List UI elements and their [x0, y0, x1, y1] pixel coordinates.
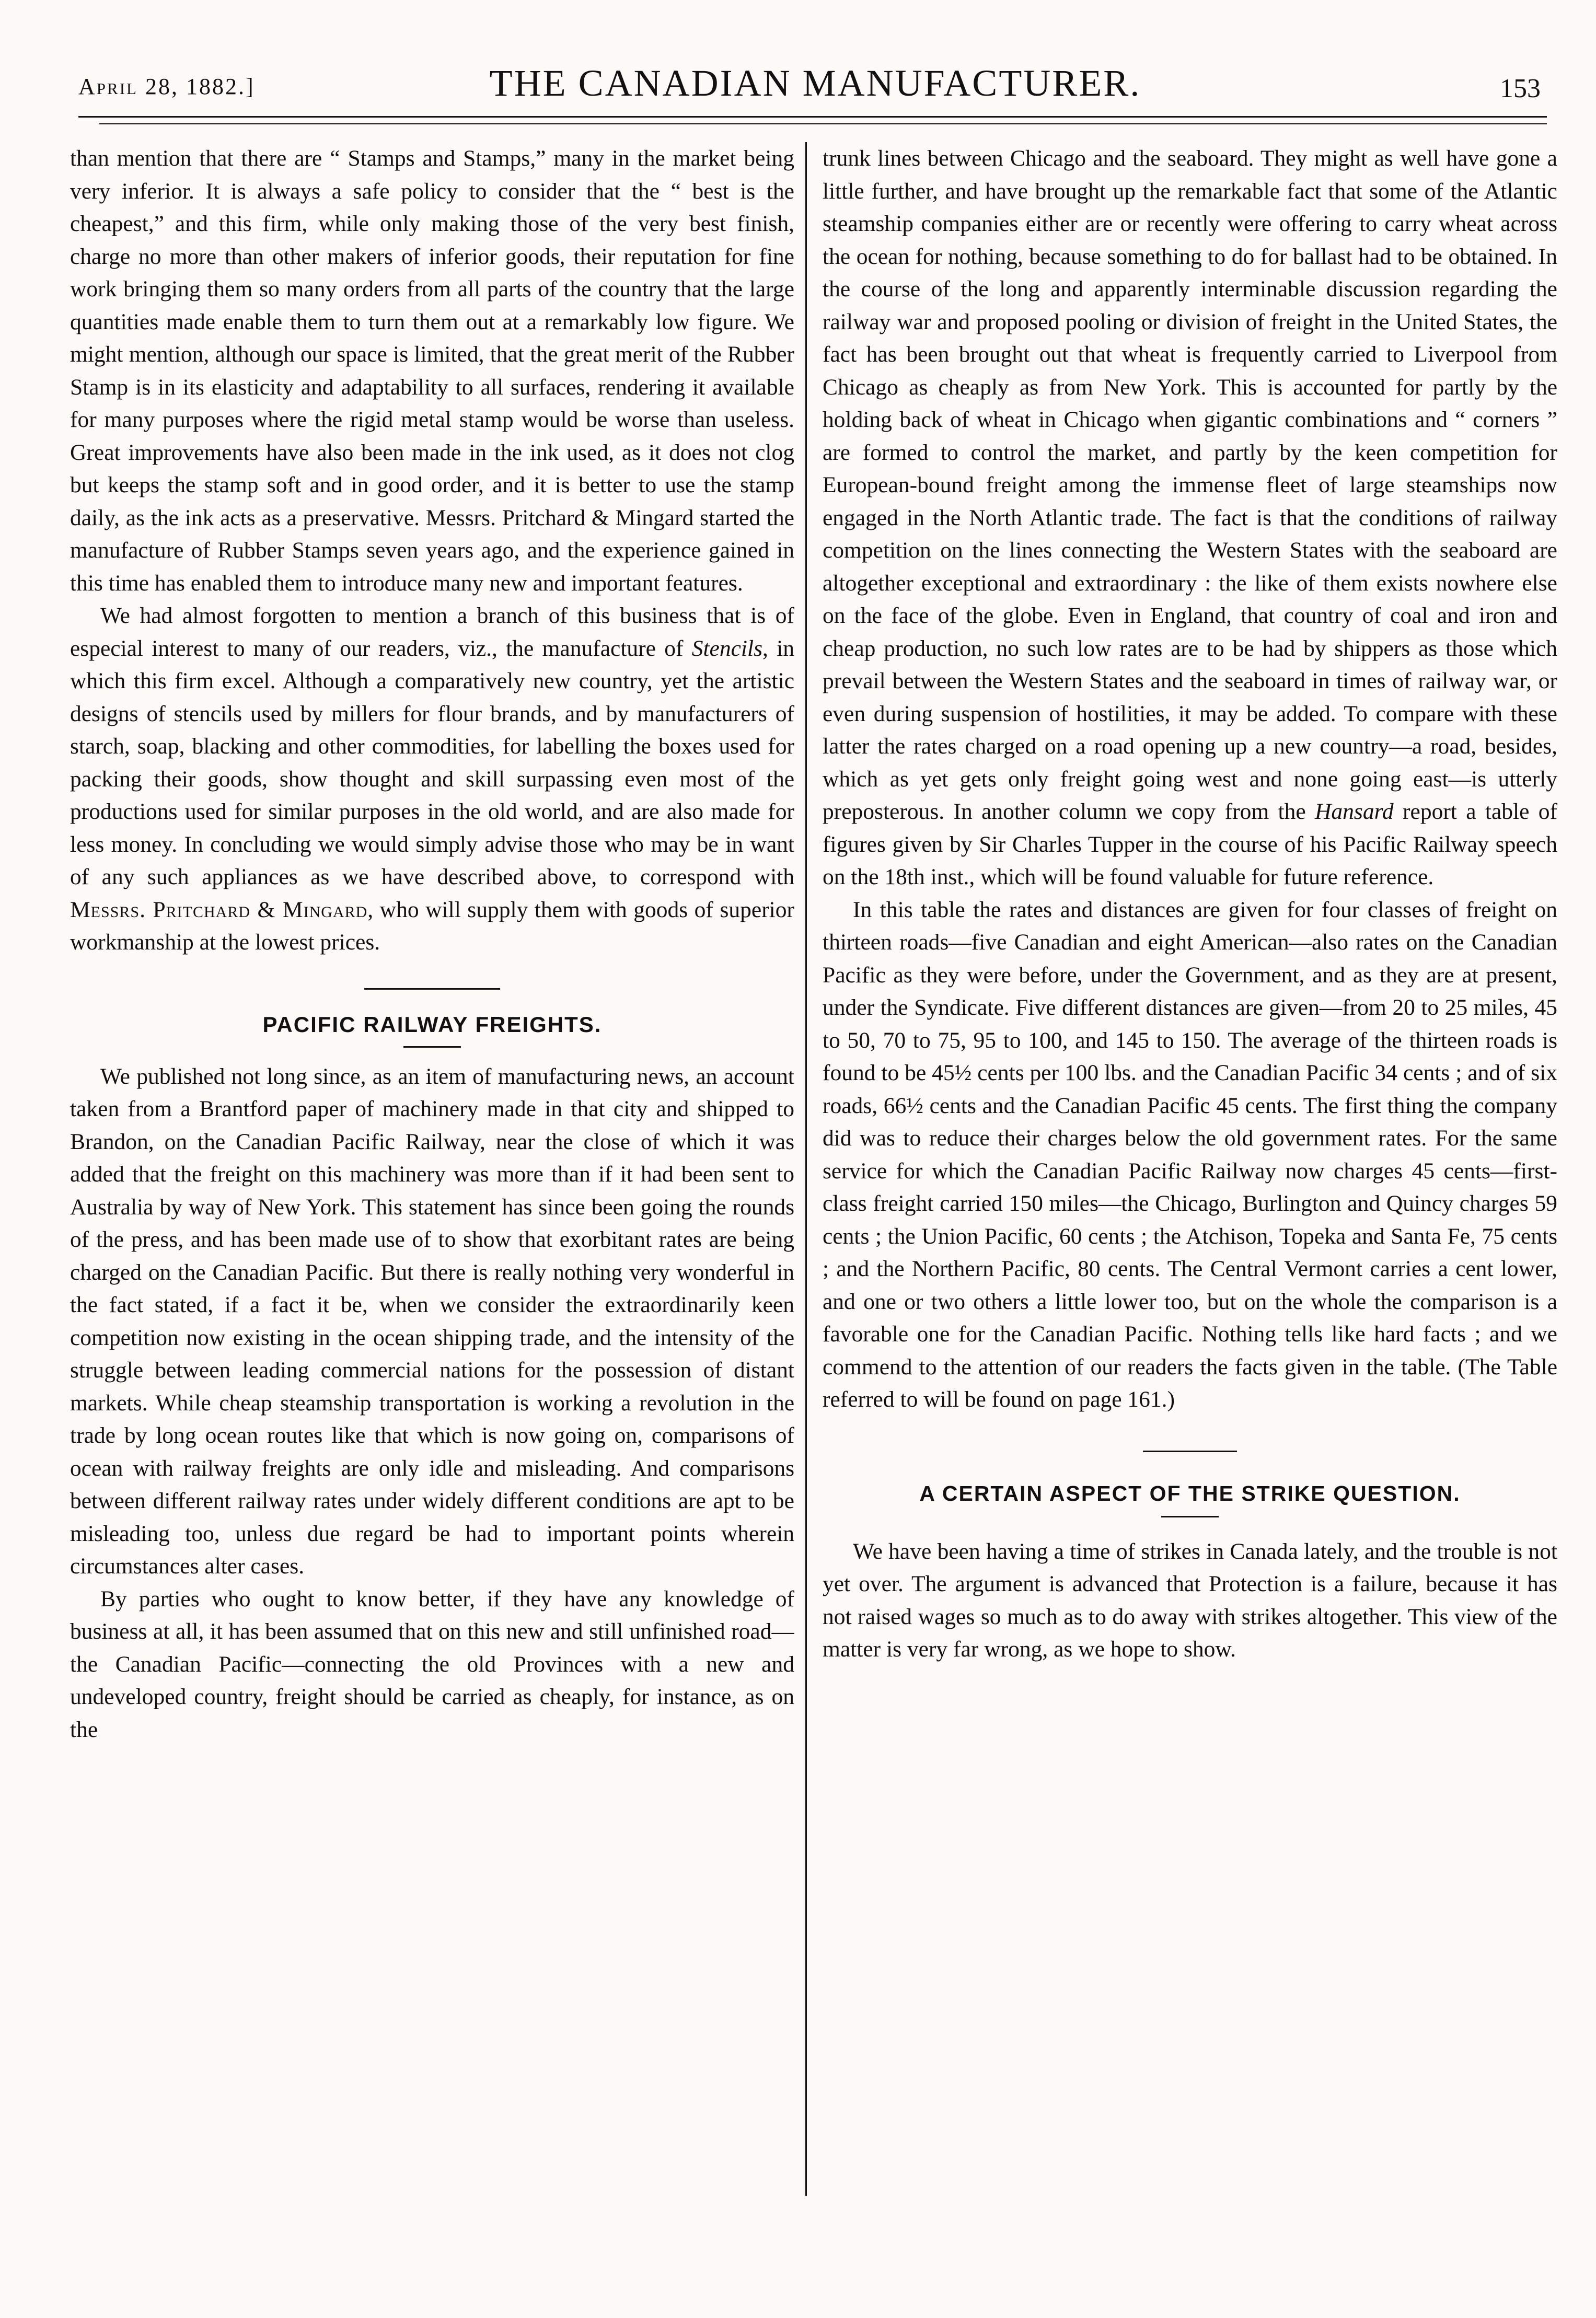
- right-column: [823, 142, 1557, 2232]
- header-rule-thin: [99, 123, 1547, 124]
- freights-paragraph: We published not long since, as an item of manufacturing news, an account taken from a Brantford paper of machinery made in that city and shipped to Brandon, on the Canadian Pacific Railway, near the close of which it was added that the freight on this machinery was more than if it had been sent to Australia by way of New York. This statement has since been going the rounds of the press, and has been made use of to show that exorbitant rates are being charged on the Canadian Pacific. But there is really nothing very wonderful in the fact stated, if a fact it be, when we consider the extraordinarily keen competition now existing in the ocean shipping trade, and the intensity of the struggle between leading commercial nations for the possession of distant markets. While cheap steamship transportation is working a revolution in the trade by long ocean routes like that which is now going on, comparisons of ocean with railway freights are only idle and misleading. And comparisons between different railway rates under widely different conditions are apt to be misleading too, unless due regard be had to important points wherein circumstances alter cases.: [70, 1063, 794, 1579]
- firm-name: Messrs. Pritchard & Mingard: [70, 897, 368, 922]
- header-rule-thick: [78, 116, 1547, 118]
- issue-date: April 28, 1882.]: [78, 74, 255, 99]
- rates-table-paragraph: In this table the rates and distances are given for four classes of freight on thirteen roads—five Canadian and eight American—also rates on the Canadian Pacific as they were before, under the Government, and as they are at present, under the Syndicate. Five different distances are given—from 20 to 25 miles, 45 to 50, 70 to 75, 95 to 100, and 145 to 150. The average of the thirteen roads is found to be 45½ cents per 100 lbs. and the Canadian Pacific 34 cents ; and of six roads, 66½ cents and the Canadian Pacific 45 cents. The first thing the company did was to reduce their charges below the old government rates. For the same service for which the Canadian Pacific Railway now charges 45 cents—first-class freight carried 150 miles—the Chicago, Burlington and Quincy charges 59 cents ; the Union Pacific, 60 cents ; the Atchison, Topeka and Santa Fe, 75 cents ; and the Northern Pacific, 80 cents. The Central Vermont carries a cent lower, and one or two others a little lower too, but on the whole the comparison is a favorable one for the Canadian Pacific. Nothing tells like hard facts ; and we commend to the attention of our readers the facts given in the table. (The Table referred to will be found on page 161.): [823, 897, 1557, 1412]
- stamps-paragraph: than mention that there are “ Stamps and Stamps,” many in the market being very inferior. It is always a safe policy to consider that the “ best is the cheapest,” and this firm, while only making those of the very best finish, charge no more than other makers of inferior goods, their reputation for fine work bringing them so many orders from all parts of the country that the large quantities made enable them to turn them out at a remarkably low figure. We might mention, although our space is limited, that the great merit of the Rubber Stamp is in its elasticity and adaptability to all surfaces, rendering it available for many purposes where the rigid metal stamp would be worse than useless. Great improvements have also been made in the ink used, as it does not clog but keeps the stamp soft and in good order, and it is better to use the stamp daily, as the ink acts as a preservative. Messrs. Pritchard & Mingard started the manufacture of Rubber Stamps seven years ago, and the experience gained in this time has enabled them to introduce many new and important features.: [70, 146, 794, 596]
- publication-title: THE CANADIAN MANUFACTURER.: [489, 62, 1141, 104]
- stencils-emphasis: Stencils: [691, 635, 763, 661]
- pacific-railway-heading: PACIFIC RAILWAY FREIGHTS.: [262, 1012, 602, 1037]
- trunk-lines-text-b: report a table of figures given by Sir Charles Tupper in the course of his Pacific Railway speech on the 18th inst., which will be found valuable for future reference.: [823, 799, 1557, 889]
- trunk-lines-paragraph: [823, 142, 1557, 894]
- masthead: [78, 62, 1552, 114]
- strikes-paragraph: We have been having a time of strikes in Canada lately, and the trouble is not yet over. The argument is advanced that Protection is a failure, because it has not raised wages so much as to do away with strikes altogether. This view of the matter is very far wrong, as we hope to show.: [823, 1538, 1557, 1662]
- parties-paragraph: By parties who ought to know better, if they have any knowledge of business at all, it has been assumed that on this new and still unfinished road—the Canadian Pacific—connecting the old Provinces with a new and undeveloped country, freight should be carried as cheaply, for instance, as on the: [70, 1586, 794, 1742]
- column-divider: [805, 142, 807, 2196]
- stencils-text-b: , in which this firm excel. Although a comparatively new country, yet the artistic designs of stencils used by millers for flour brands, and by manufacturers of starch, soap, blacking and other commodities, for labelling the boxes used for packing their goods, show thought and skill surpassing even most of the productions used for similar purposes in the old world, and are also made for less money. In concluding we would simply advise those who may be in want of any such appliances as we have described above, to correspond with: [70, 635, 794, 889]
- stencils-text-a: We had almost forgotten to mention a branch of this business that is of especial interest to many of our readers, viz., the manufacture of: [70, 603, 794, 661]
- trunk-lines-text-a: trunk lines between Chicago and the seaboard. They might as well have gone a little further, and have brought up the remarkable fact that some of the Atlantic steamship companies either are or recently were offering to carry wheat across the ocean for nothing, because something to do for ballast had to be obtained. In the course of the long and apparently interminable discussion regarding the railway war and proposed pooling or division of freight in the United States, the fact has been brought out that wheat is frequently carried to Liverpool from Chicago as cheaply as from New York. This is accounted for partly by the holding back of wheat in Chicago when gigantic combinations and “ corners ” are formed to control the market, and partly by the keen competition for European-bound freight among the immense fleet of large steamships now engaged in the North Atlantic trade. The fact is that the conditions of railway competition on the lines connecting the Western States with the seaboard are altogether exceptional and extraordinary : the like of them exists nowhere else on the face of the globe. Even in England, that country of coal and iron and cheap production, no such low rates are to be had by shippers as those which prevail between the Western States and the seaboard in times of railway war, or even during suspension of hostilities, it may be added. To compare with these latter the rates charged on a road opening up a new country—a road, besides, which as yet gets only freight going west and none going east—is utterly preposterous. In another column we copy from the: [823, 146, 1557, 824]
- left-column: [70, 142, 794, 2232]
- stencils-paragraph: [70, 599, 794, 959]
- page-number: 153: [1500, 74, 1541, 103]
- stencils-text-c: , who will supply them with goods of superior workmanship at the lowest prices.: [70, 897, 794, 955]
- strike-question-heading: A CERTAIN ASPECT OF THE STRIKE QUESTION.: [919, 1481, 1461, 1505]
- hansard-emphasis: Hansard: [1315, 799, 1394, 824]
